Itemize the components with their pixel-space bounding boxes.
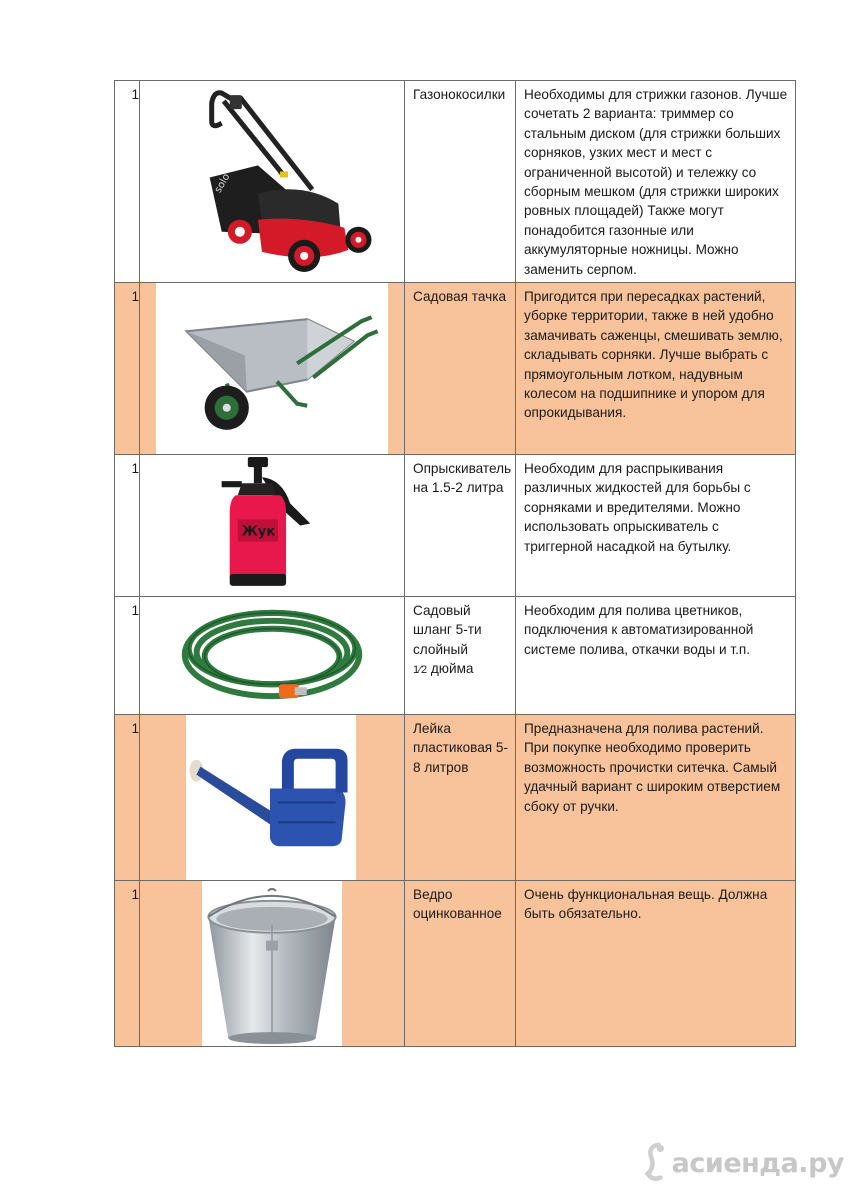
item-name: Лейка пластиковая 5-8 литров	[413, 721, 508, 775]
item-name-cell	[405, 283, 516, 455]
image-cell	[140, 597, 405, 715]
watermark-text: асиенда.ру	[671, 1147, 844, 1179]
item-description: Необходим для полива цветников, подключения к автоматизированной системе полива, откачки воды и т.п.	[524, 603, 754, 657]
item-name: Садовый шланг 5-ти слойный 1⁄2 дюйма	[413, 603, 482, 677]
item-description: Пригодится при пересадках растений, уборке территории, также в ней удобно замачивать саженцы, смешивать землю, складывать сорняки. Лучше выбрать с прямоугольным лотком, надувным колесом на подшипнике и упором для опрокидывания.	[524, 289, 783, 421]
tools-table	[114, 80, 796, 1047]
image-cell	[140, 715, 405, 881]
item-description-cell	[516, 81, 796, 283]
wheelbarrow-image	[156, 283, 388, 454]
watering-can-image	[186, 715, 356, 880]
table-row	[115, 597, 796, 715]
item-name-cell	[405, 715, 516, 881]
row-number-cell: 1	[115, 881, 140, 1047]
item-name: Газонокосилки	[413, 87, 506, 102]
fraction-text: 1⁄2	[413, 664, 428, 677]
item-name-cell	[405, 881, 516, 1047]
row-number-cell: 1	[115, 455, 140, 597]
row-number-cell: 1	[115, 81, 140, 283]
row-number-cell: 1	[115, 597, 140, 715]
svg-text:solo: solo	[212, 171, 233, 196]
item-name: Опрыскиватель на 1.5-2 литра	[413, 461, 512, 496]
item-description-cell	[516, 715, 796, 881]
svg-text:Жук: Жук	[241, 524, 276, 540]
sprayer-image	[200, 455, 344, 596]
item-description-cell	[516, 455, 796, 597]
item-description-cell	[516, 597, 796, 715]
lawn-mower-image	[160, 81, 384, 282]
watermark	[644, 1138, 844, 1188]
image-cell	[140, 455, 405, 597]
table-row	[115, 283, 796, 455]
item-name-cell	[405, 455, 516, 597]
item-name-cell	[405, 597, 516, 715]
item-description: Предназначена для полива растений. При покупке необходимо проверить возможность прочистки ситечка. Самый удачный вариант с широким отверстием сбоку от ручки.	[524, 721, 781, 814]
table-row	[115, 455, 796, 597]
item-name: Садовая тачка	[413, 289, 507, 304]
table-row	[115, 81, 796, 283]
item-description: Очень функциональная вещь. Должна быть обязательно.	[524, 887, 768, 922]
item-description-cell	[516, 283, 796, 455]
galvanized-bucket-image	[202, 881, 342, 1046]
table-row	[115, 881, 796, 1047]
table-row	[115, 715, 796, 881]
item-description: Необходим для распрыкивания различных жидкостей для борьбы с сорняками и вредителями. Можно использовать опрыскиватель с триггерной насадкой на бутылку.	[524, 461, 751, 554]
item-description: Необходимы для стрижки газонов. Лучше сочетать 2 варианта: триммер со стальным диском (для стрижки больших сорняков, узких мест и мест с ограниченной высотой) и тележку со сборным мешком (для стрижки широких ровных площадей) Также могут понадобится газонные или аккумуляторные ножницы. Можно заменить серпом.	[524, 87, 788, 277]
row-number-cell: 1	[115, 715, 140, 881]
garden-hose-image	[176, 597, 368, 714]
item-name: Ведро оцинкованное	[413, 887, 502, 922]
image-cell	[140, 283, 405, 455]
image-cell	[140, 81, 405, 283]
item-name-cell	[405, 81, 516, 283]
watermark-logo-icon	[644, 1139, 668, 1187]
item-description-cell	[516, 881, 796, 1047]
row-number-cell: 1	[115, 283, 140, 455]
image-cell	[140, 881, 405, 1047]
